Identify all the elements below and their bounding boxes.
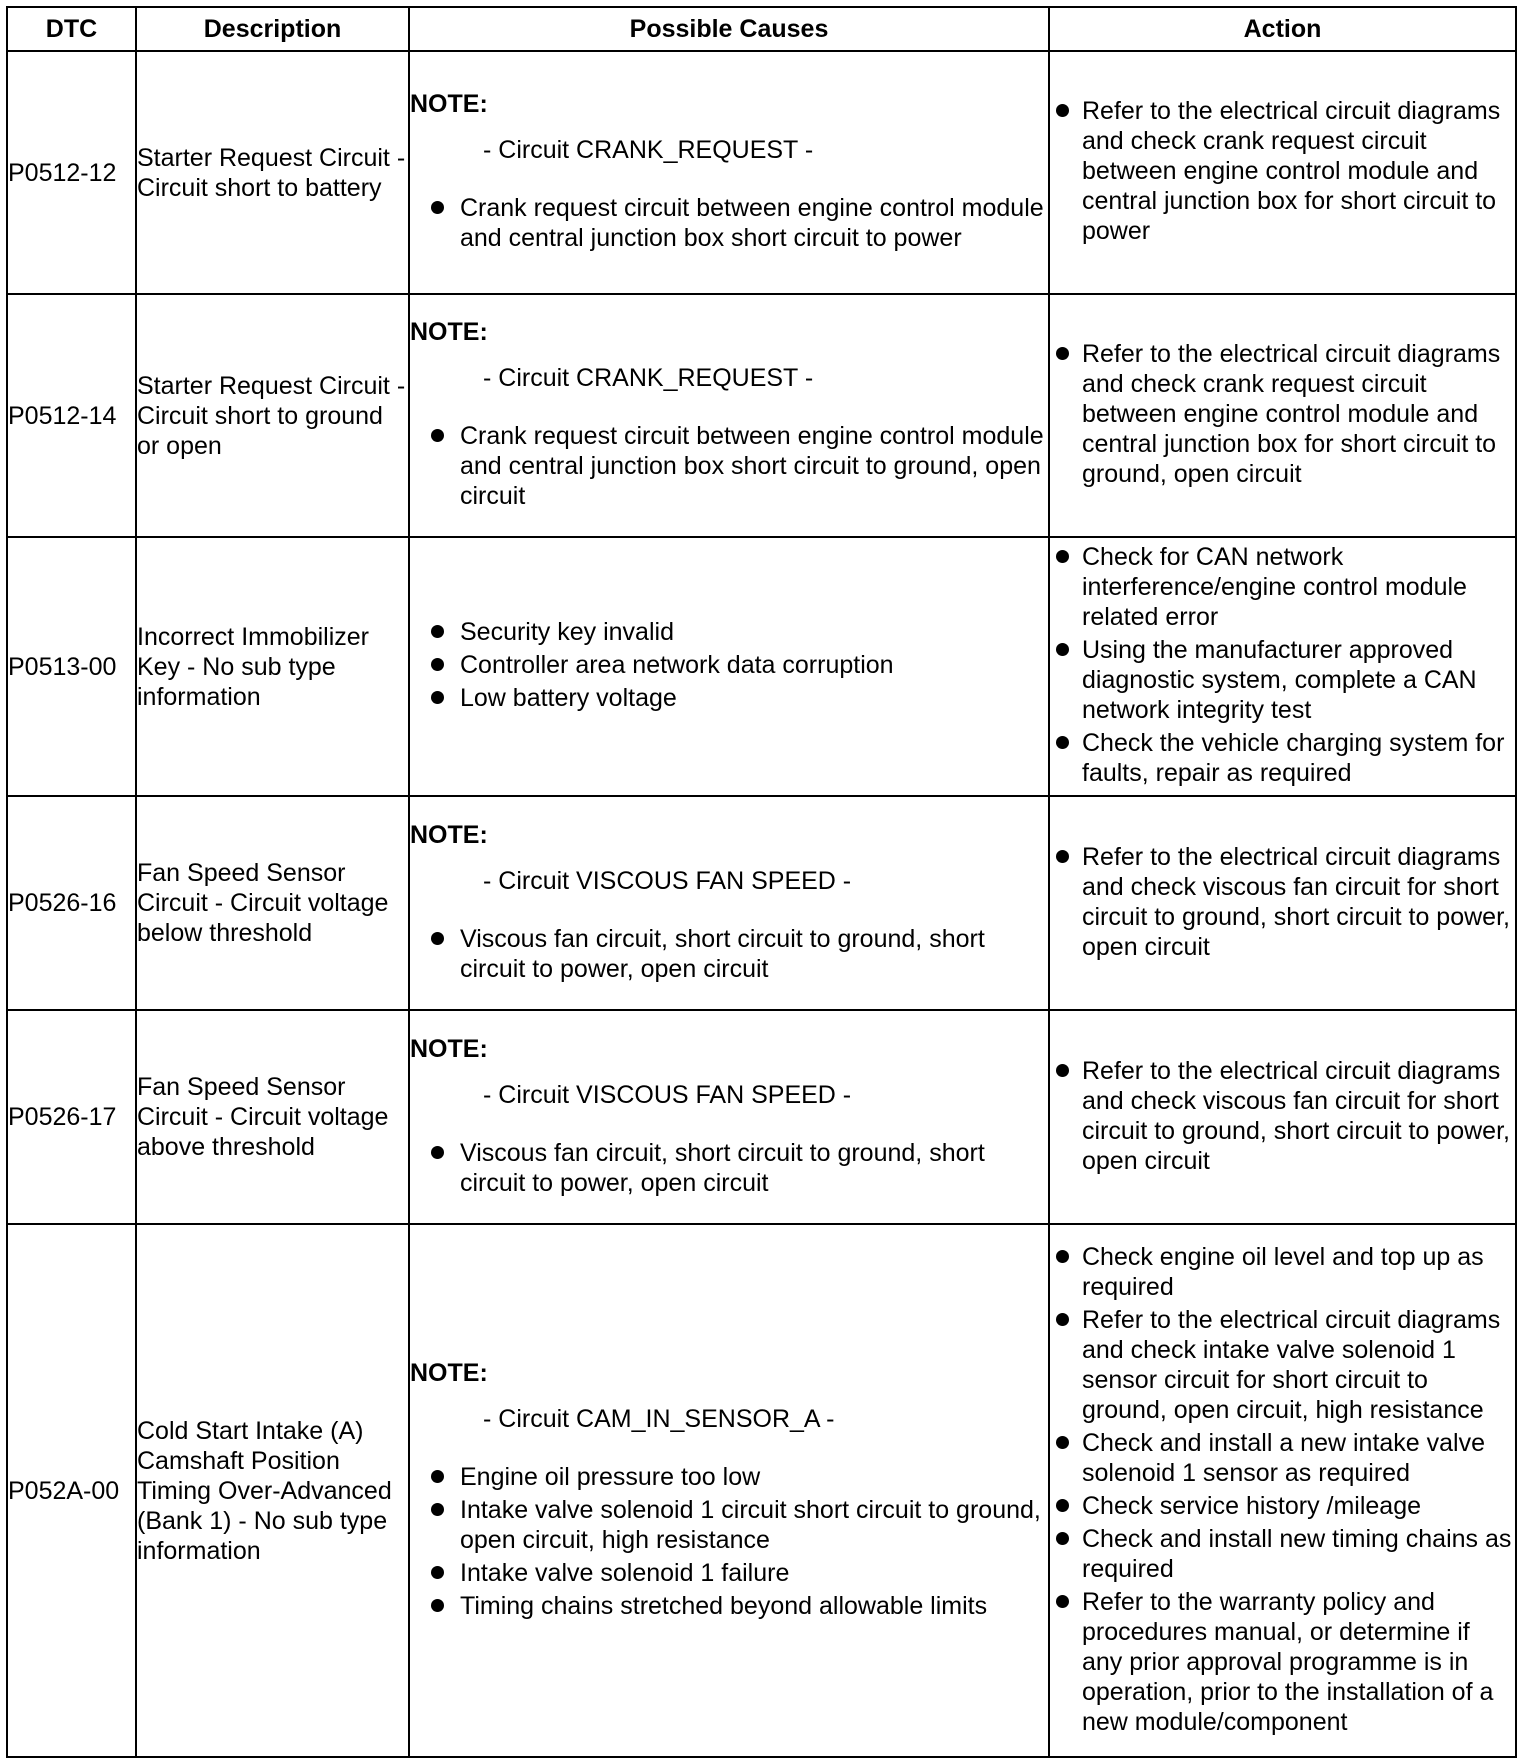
cause-text: Security key invalid: [460, 618, 674, 646]
note-label: NOTE:: [410, 1358, 488, 1387]
dtc-description: Fan Speed Sensor Circuit - Circuit voltage below threshold: [136, 796, 409, 1010]
possible-causes-cell: [409, 1010, 1049, 1224]
table-row: [7, 51, 1516, 294]
action-text: Refer to the electrical circuit diagrams and check viscous fan circuit for short circuit to ground, short circuit to power, open circuit: [1082, 842, 1510, 961]
cause-text: Viscous fan circuit, short circuit to ground, short circuit to power, open circuit: [460, 924, 985, 983]
cause-text: Low battery voltage: [460, 684, 677, 712]
causes-list: [410, 617, 1048, 713]
dtc-description: Starter Request Circuit - Circuit short to ground or open: [136, 294, 409, 537]
table-row: [7, 1010, 1516, 1224]
action-text: Check the vehicle charging system for faults, repair as required: [1082, 729, 1505, 787]
action-text: Check service history /mileage: [1082, 1491, 1422, 1520]
action-text: Refer to the electrical circuit diagrams and check crank request circuit between engine control module and central junction box for short circuit to power: [1082, 97, 1501, 245]
circuit-label: - Circuit CRANK_REQUEST -: [483, 364, 814, 392]
action-item: [1050, 1491, 1515, 1521]
action-text: Refer to the electrical circuit diagrams and check viscous fan circuit for short circuit to ground, short circuit to power, open circuit: [1082, 1056, 1510, 1175]
cause-item: [410, 924, 1048, 984]
possible-causes-cell: [409, 537, 1049, 796]
bullet-icon: [431, 201, 444, 214]
bullet-icon: [1056, 1595, 1069, 1608]
table-header-row: [7, 7, 1516, 51]
action-cell: [1049, 294, 1516, 537]
bullet-icon: [1056, 347, 1069, 360]
action-item: [1050, 1428, 1515, 1488]
dtc-code: P052A-00: [7, 1224, 136, 1757]
bullet-icon: [431, 1146, 444, 1159]
possible-causes-cell: [409, 294, 1049, 537]
causes-list: [410, 1462, 1048, 1621]
cause-item: [410, 1495, 1048, 1555]
action-item: [1050, 1305, 1515, 1425]
possible-causes-cell: [409, 51, 1049, 294]
bullet-icon: [431, 1503, 444, 1516]
actions-list: [1050, 339, 1515, 489]
action-item: [1050, 842, 1515, 962]
note-label: NOTE:: [410, 90, 488, 118]
header-dtc: DTC: [7, 7, 136, 51]
action-text: Refer to the electrical circuit diagrams and check crank request circuit between engine control module and central junction box for short circuit to ground, open circuit: [1082, 340, 1501, 488]
bullet-icon: [431, 429, 444, 442]
dtc-code: P0526-16: [7, 796, 136, 1010]
bullet-icon: [431, 1470, 444, 1483]
bullet-icon: [1056, 1436, 1069, 1449]
action-cell: [1049, 1224, 1516, 1757]
action-text: Refer to the warranty policy and procedures manual, or determine if any prior approval programme is in operation, prior to the installation of a new module/component: [1082, 1587, 1494, 1736]
note-label: NOTE:: [410, 1034, 488, 1063]
dtc-table: [6, 6, 1517, 1758]
table-body: [7, 51, 1516, 1757]
action-item: [1050, 1056, 1515, 1176]
bullet-icon: [1056, 550, 1069, 563]
header-action: Action: [1049, 7, 1516, 51]
cause-item: [410, 1138, 1048, 1198]
action-cell: [1049, 796, 1516, 1010]
table-row: [7, 796, 1516, 1010]
action-item: [1050, 542, 1515, 632]
action-text: Using the manufacturer approved diagnostic system, complete a CAN network integrity test: [1082, 636, 1477, 724]
actions-list: [1050, 96, 1515, 246]
cause-text: Controller area network data corruption: [460, 651, 894, 679]
action-item: [1050, 728, 1515, 788]
bullet-icon: [1056, 1064, 1069, 1077]
causes-list: [410, 193, 1048, 253]
dtc-code: P0512-12: [7, 51, 136, 294]
note-label: NOTE:: [410, 318, 488, 346]
causes-list: [410, 924, 1048, 984]
header-description: Description: [136, 7, 409, 51]
action-cell: [1049, 537, 1516, 796]
cause-text: Viscous fan circuit, short circuit to ground, short circuit to power, open circuit: [460, 1138, 985, 1197]
cause-item: [410, 1462, 1048, 1492]
bullet-icon: [431, 658, 444, 671]
action-text: Check and install a new intake valve solenoid 1 sensor as required: [1082, 1428, 1486, 1487]
cause-text: Intake valve solenoid 1 failure: [460, 1558, 790, 1587]
bullet-icon: [431, 625, 444, 638]
cause-item: [410, 193, 1048, 253]
bullet-icon: [431, 1599, 444, 1612]
action-text: Check engine oil level and top up as required: [1082, 1242, 1484, 1301]
table-row: [7, 294, 1516, 537]
action-cell: [1049, 51, 1516, 294]
actions-list: [1050, 1242, 1515, 1737]
bullet-icon: [1056, 104, 1069, 117]
cause-text: Engine oil pressure too low: [460, 1462, 761, 1491]
note-label: NOTE:: [410, 820, 488, 849]
action-item: [1050, 635, 1515, 725]
dtc-code: P0526-17: [7, 1010, 136, 1224]
cause-item: [410, 617, 1048, 647]
bullet-icon: [1056, 850, 1069, 863]
header-possible-causes: Possible Causes: [409, 7, 1049, 51]
bullet-icon: [431, 1566, 444, 1579]
action-text: Check for CAN network interference/engine control module related error: [1082, 543, 1467, 631]
action-item: [1050, 1242, 1515, 1302]
action-item: [1050, 96, 1515, 246]
cause-text: Intake valve solenoid 1 circuit short circuit to ground, open circuit, high resistance: [460, 1495, 1041, 1554]
causes-list: [410, 1138, 1048, 1198]
cause-text: Timing chains stretched beyond allowable limits: [460, 1591, 988, 1620]
actions-list: [1050, 542, 1515, 788]
cause-text: Crank request circuit between engine control module and central junction box short circuit to power: [460, 194, 1044, 252]
table-row: [7, 1224, 1516, 1757]
table-row: [7, 537, 1516, 796]
bullet-icon: [1056, 736, 1069, 749]
bullet-icon: [1056, 643, 1069, 656]
dtc-description: Cold Start Intake (A) Camshaft Position Timing Over-Advanced (Bank 1) - No sub type information: [136, 1224, 409, 1757]
cause-item: [410, 421, 1048, 511]
dtc-description: Incorrect Immobilizer Key - No sub type information: [136, 537, 409, 796]
dtc-code: P0512-14: [7, 294, 136, 537]
bullet-icon: [1056, 1532, 1069, 1545]
dtc-description: Starter Request Circuit - Circuit short to battery: [136, 51, 409, 294]
bullet-icon: [1056, 1499, 1069, 1512]
circuit-label: - Circuit CAM_IN_SENSOR_A -: [483, 1404, 835, 1433]
action-item: [1050, 1587, 1515, 1737]
cause-item: [410, 650, 1048, 680]
dtc-description: Fan Speed Sensor Circuit - Circuit voltage above threshold: [136, 1010, 409, 1224]
cause-item: [410, 1558, 1048, 1588]
causes-list: [410, 421, 1048, 511]
circuit-label: - Circuit CRANK_REQUEST -: [483, 136, 814, 164]
action-text: Check and install new timing chains as required: [1082, 1524, 1512, 1583]
action-text: Refer to the electrical circuit diagrams and check intake valve solenoid 1 sensor circuit for short circuit to ground, open circuit, high resistance: [1082, 1305, 1501, 1424]
possible-causes-cell: [409, 796, 1049, 1010]
bullet-icon: [431, 691, 444, 704]
circuit-label: - Circuit VISCOUS FAN SPEED -: [483, 1080, 852, 1109]
actions-list: [1050, 1056, 1515, 1176]
bullet-icon: [431, 932, 444, 945]
cause-text: Crank request circuit between engine control module and central junction box short circuit to ground, open circuit: [460, 422, 1044, 510]
action-item: [1050, 1524, 1515, 1584]
dtc-code: P0513-00: [7, 537, 136, 796]
cause-item: [410, 683, 1048, 713]
cause-item: [410, 1591, 1048, 1621]
bullet-icon: [1056, 1250, 1069, 1263]
action-cell: [1049, 1010, 1516, 1224]
possible-causes-cell: [409, 1224, 1049, 1757]
bullet-icon: [1056, 1313, 1069, 1326]
actions-list: [1050, 842, 1515, 962]
circuit-label: - Circuit VISCOUS FAN SPEED -: [483, 866, 852, 895]
action-item: [1050, 339, 1515, 489]
